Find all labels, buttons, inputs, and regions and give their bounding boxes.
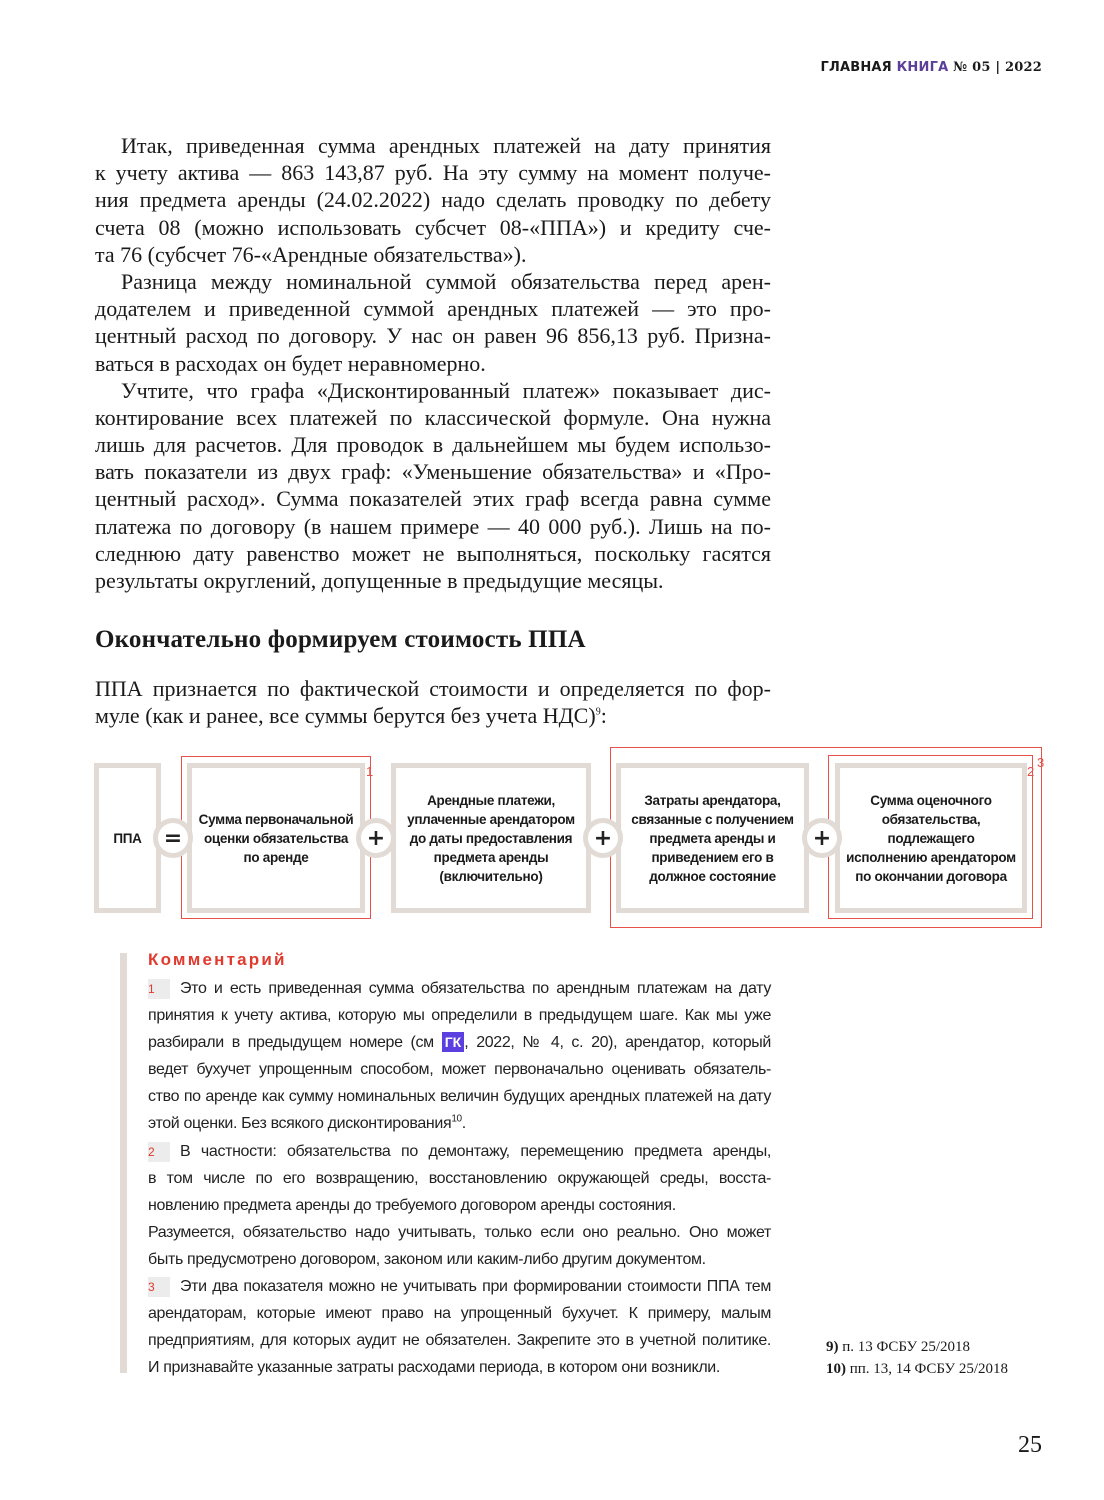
text-line: ния предмета аренды (24.02.2022) надо сделать проводку по дебету (95, 187, 771, 213)
marker-2: 2 (1027, 764, 1035, 779)
footnote-text: пп. 13, 14 ФСБУ 25/2018 (849, 1361, 1009, 1377)
comment-number-badge: 3 (148, 1277, 170, 1297)
brand-name-b: КНИГА (896, 60, 949, 75)
comment-text: новлению предмета аренды до требуемого договором аренды состояния. (148, 1196, 676, 1214)
text-line: платежа по договору (в нашем примере — 40 000 руб.). Лишь на по- (95, 513, 771, 539)
comment-text: В частности: обязательства по демонтажу, перемещению предмета аренды, (180, 1142, 771, 1160)
comment-title: Комментарий (148, 950, 287, 969)
text-line (95, 702, 771, 729)
comment-line (148, 1219, 771, 1246)
text-line: та 76 (субсчет 76-«Арендные обязательства»). (95, 241, 527, 267)
comment-line (148, 1083, 771, 1110)
comment-text: быть предусмотрено договором, законом или каким-либо другим документом. (148, 1250, 706, 1268)
comment-text: ство по аренде как сумму номинальных величин будущих арендных платежей на дату (148, 1088, 771, 1106)
plus-icon: + (356, 818, 396, 858)
comment-text: в том числе по его возвращению, восстановлению окружающей среды, восста- (148, 1169, 771, 1187)
comment-text: разбирали в предыдущем номере (см (148, 1034, 434, 1052)
page-number: 25 (1018, 1432, 1042, 1458)
comment-line (148, 1273, 771, 1300)
plus-icon: + (583, 818, 623, 858)
text-line: Учтите, что графа «Дисконтированный платеж» показывает дис- (121, 377, 771, 403)
text-line-content: муле (как и ранее, все суммы берутся без учета НДС) (95, 703, 596, 729)
comment-text: Эти два показателя можно не учитывать при формировании стоимости ППА тем (180, 1278, 771, 1296)
text-line: ваться в расходах он будет неравномерно. (95, 350, 486, 376)
comment-line (148, 1327, 771, 1354)
text-line: центный расход по договору. У нас он равен 96 856,13 руб. Призна- (95, 323, 771, 349)
term-box-3: Затраты арендатора, связанные с получением предмета аренды и приведением его в должное состояние (616, 763, 809, 913)
comment-text: И признавайте указанные затраты расходами периода, в котором они возникли. (148, 1359, 720, 1377)
issue-number: № 05 | 2022 (953, 60, 1042, 75)
comment-text: предприятиям, для которых аудит не обязателен. Закрепите это в учетной политике. (148, 1332, 771, 1350)
text-line: додателем и приведенной суммой арендных платежей — это про- (95, 296, 771, 322)
comment-text: Разумеется, обязательство надо учитывать, только если оно реально. Оно может (148, 1223, 771, 1241)
plus-icon: + (802, 818, 842, 858)
text-line: ППА признается по фактической стоимости и определяется по фор- (95, 676, 771, 701)
comment-line (148, 1192, 771, 1219)
footnote-ref[interactable]: 9 (595, 706, 601, 718)
comment-text: арендаторам, которые имеют право на упрощенный бухучет. К примеру, малым (148, 1305, 771, 1323)
comment-line (148, 1056, 771, 1083)
result-box: ППА (94, 763, 161, 913)
comment-line (148, 1138, 771, 1165)
comment-text: принятия к учету актива, которую мы определили в предыдущем шаге. Как мы уже (148, 1007, 771, 1025)
comment-text: ведет бухучет упрощенным способом, может первоначально оценивать обязатель- (148, 1061, 771, 1079)
footnotes (826, 1336, 1008, 1380)
text-punct: : (600, 703, 607, 729)
comment-line (148, 975, 771, 1002)
comment-body (148, 975, 771, 1381)
gk-logo-icon: ГК (442, 1032, 464, 1052)
text-line: лишь для расчетов. Для проводок в дальнейшем мы будем использо- (95, 432, 771, 458)
body-text (95, 132, 771, 594)
comment-text: этой оценки. Без всякого дисконтирования (148, 1115, 452, 1133)
section-heading: Окончательно формируем стоимость ППА (95, 626, 586, 653)
text-line: Разница между номинальной суммой обязательства перед арен- (121, 268, 771, 294)
footnote-number: 10) (826, 1361, 846, 1377)
text-line: вать показатели из двух граф: «Уменьшение обязательства» и «Про- (95, 459, 771, 485)
comment-line (148, 1246, 771, 1273)
footnote-text: п. 13 ФСБУ 25/2018 (842, 1339, 971, 1355)
equals-icon: = (153, 818, 193, 858)
text-line: счета 08 (можно использовать субсчет 08-«ППА») и кредиту сче- (95, 214, 771, 240)
brand-name-a: ГЛАВНАЯ (820, 60, 892, 75)
term-box-1: Сумма первоначальной оценки обязательства по аренде (187, 763, 365, 913)
text-line: результаты округлений, допущенные в предыдущие месяцы. (95, 568, 664, 593)
text-line: Итак, приведенная сумма арендных платежей на дату принятия (121, 133, 771, 158)
comment-number-badge: 1 (148, 979, 170, 999)
comment-text: Это и есть приведенная сумма обязательства по арендным платежам на дату (180, 980, 771, 997)
comment-line (148, 1110, 771, 1137)
text-line: центный расход». Сумма показателей этих граф всегда равна сумме (95, 486, 771, 512)
text-line: следнюю дату равенство может не выполняться, поскольку гасятся (95, 540, 771, 566)
comment-line (148, 1002, 771, 1029)
comment-number-badge: 2 (148, 1142, 170, 1162)
footnote-number: 9) (826, 1339, 839, 1355)
footnote-9 (826, 1336, 1008, 1358)
footnote-ref[interactable]: 10 (451, 1114, 462, 1126)
formula-intro (95, 675, 771, 729)
comment-line (148, 1300, 771, 1327)
text-line: к учету актива — 863 143,87 руб. На эту сумму на момент получе- (95, 160, 771, 186)
running-header (820, 60, 1042, 75)
comment-line (148, 1165, 771, 1192)
marker-1: 1 (366, 764, 374, 779)
term-box-4: Сумма оценочного обязательства, подлежащего исполнению арендатором по окончании договора (835, 763, 1027, 913)
comment-text: , 2022, № 4, с. 20), арендатор, который (464, 1034, 771, 1052)
comment-text: . (461, 1115, 466, 1133)
marker-3: 3 (1037, 755, 1045, 770)
footnote-10 (826, 1358, 1008, 1380)
comment-sidebar-bar (120, 953, 127, 1373)
comment-line (148, 1354, 771, 1381)
term-box-2: Арендные платежи, уплаченные арендатором до даты предоставления предмета аренды (включительно) (391, 763, 591, 913)
text-line: контирование всех платежей по классической формуле. Она нужна (95, 404, 771, 430)
comment-line (148, 1029, 771, 1056)
